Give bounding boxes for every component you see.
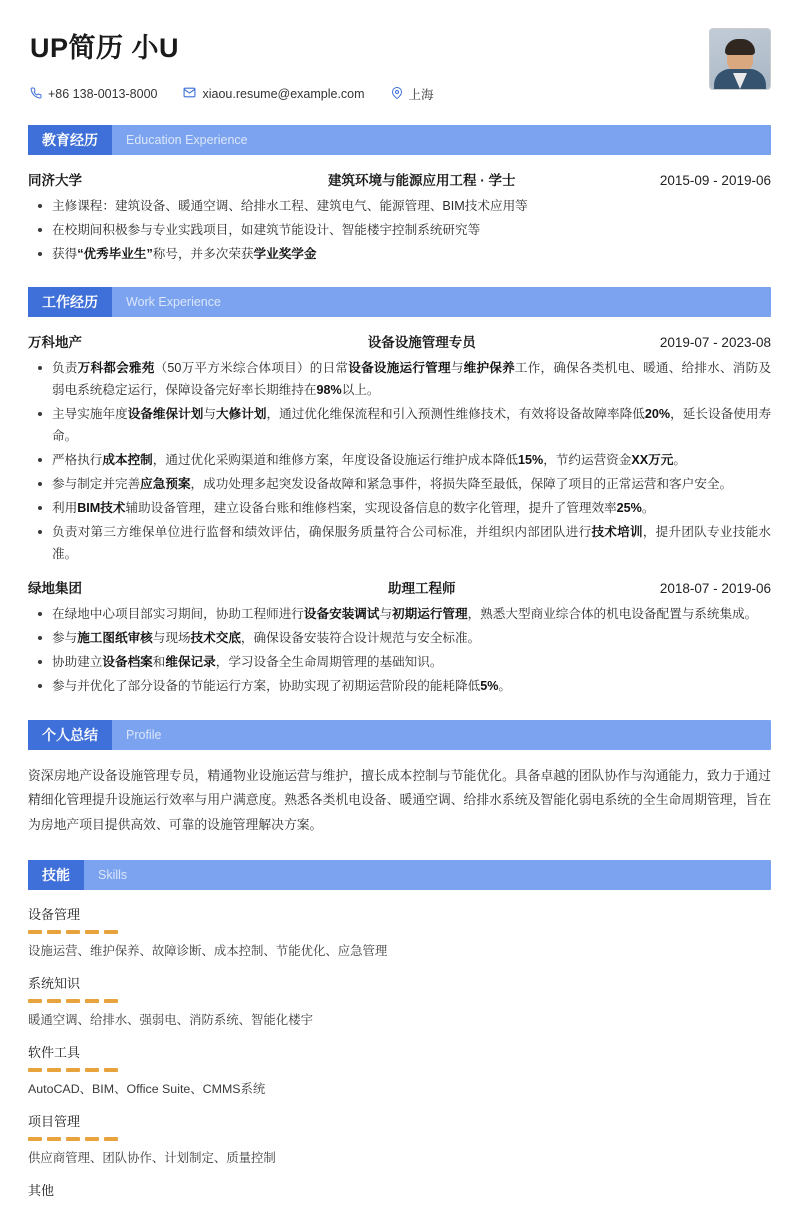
section-title-cn: 个人总结 xyxy=(28,720,112,750)
skill-title: 其他 xyxy=(28,1183,55,1199)
entry-head xyxy=(28,331,771,351)
section-title-cn: 技能 xyxy=(28,860,84,890)
skill-block xyxy=(28,973,771,1028)
entry-org: 同济大学 xyxy=(28,173,82,188)
list-item: 在校期间积极参与专业实践项目，如建筑节能设计、智能楼宇控制系统研究等 xyxy=(50,219,771,241)
skill-bar xyxy=(85,1068,99,1072)
list-item: 参与施工图纸审核与现场技术交底，确保设备安装符合设计规范与安全标准。 xyxy=(50,627,771,649)
skill-description: AutoCAD、BIM、Office Suite、CMMS系统 xyxy=(28,1082,266,1097)
entry-head xyxy=(28,169,771,189)
skill-bar xyxy=(66,1137,80,1141)
list-item: 严格执行成本控制，通过优化采购渠道和维修方案，年度设备设施运行维护成本降低15%，节约运营资金XX万元。 xyxy=(50,449,771,471)
list-item: 在绿地中心项目部实习期间，协助工程师进行设备安装调试与初期运行管理，熟悉大型商业综合体的机电设备配置与系统集成。 xyxy=(50,603,771,625)
skill-level-bars xyxy=(28,999,771,1003)
phone-icon xyxy=(30,87,42,102)
skill-bar xyxy=(47,1137,61,1141)
section-title-cn: 教育经历 xyxy=(28,125,112,155)
skill-description: 暖通空调、给排水、强弱电、消防系统、智能化楼宇 xyxy=(28,1013,313,1028)
resume-header xyxy=(28,22,771,103)
education-bullets xyxy=(28,195,771,265)
skill-title: 设备管理 xyxy=(28,907,81,923)
skill-level-bars xyxy=(28,1137,771,1141)
entry-date: 2019-07 - 2023-08 xyxy=(659,335,771,351)
skill-bar xyxy=(47,999,61,1003)
section-title-en: Profile xyxy=(126,727,162,742)
list-item: 主导实施年度设备维保计划与大修计划，通过优化维保流程和引入预测性维修技术，有效将设备故障率降低20%，延长设备使用寿命。 xyxy=(50,403,771,447)
skill-title: 软件工具 xyxy=(28,1045,81,1061)
header-left xyxy=(28,26,709,103)
skill-bar xyxy=(66,930,80,934)
skill-block xyxy=(28,1111,771,1166)
skill-bar xyxy=(104,1137,118,1141)
skill-bar xyxy=(66,1068,80,1072)
profile-text: 资深房地产设备设施管理专员，精通物业设施运营与维护，擅长成本控制与节能优化。具备卓越的团队协作与沟通能力，致力于通过精细化管理提升设施运行效率与用户满意度。熟悉各类机电设备、暖通空调、给排水系统及智能化弱电系统的全生命周期管理，旨在为房地产项目提供高效、可靠的设施管理解决方案。 xyxy=(28,767,771,833)
skill-bar xyxy=(47,1068,61,1072)
contact-phone xyxy=(30,87,157,102)
avatar xyxy=(709,28,771,90)
entry-head xyxy=(28,577,771,597)
skill-bar xyxy=(66,999,80,1003)
section-title-cn: 工作经历 xyxy=(28,287,112,317)
work-bullets xyxy=(28,357,771,565)
skill-title: 项目管理 xyxy=(28,1114,81,1130)
page-title: UP简历 小U xyxy=(30,33,180,63)
list-item: 主修课程：建筑设备、暖通空调、给排水工程、建筑电气、能源管理、BIM技术应用等 xyxy=(50,195,771,217)
skill-block-partial xyxy=(28,1180,771,1206)
entry-role: 助理工程师 xyxy=(388,581,456,597)
skill-block xyxy=(28,1042,771,1097)
work-bullets xyxy=(28,603,771,697)
skill-block xyxy=(28,904,771,959)
entry-date: 2018-07 - 2019-06 xyxy=(659,581,771,597)
section-header-profile xyxy=(28,720,771,750)
work-entry xyxy=(28,577,771,697)
section-header-skills xyxy=(28,860,771,890)
contact-row xyxy=(30,85,709,103)
entry-role: 设备设施管理专员 xyxy=(367,335,476,351)
skill-bar xyxy=(28,1137,42,1141)
skill-bar xyxy=(28,1068,42,1072)
skill-bar xyxy=(85,1137,99,1141)
skill-level-bars xyxy=(28,1068,771,1072)
list-item: 利用BIM技术辅助设备管理，建立设备台账和维修档案，实现设备信息的数字化管理，提升了管理效率25%。 xyxy=(50,497,771,519)
education-entry xyxy=(28,169,771,265)
section-title-en: Work Experience xyxy=(126,295,221,310)
skill-description: 设施运营、维护保养、故障诊断、成本控制、节能优化、应急管理 xyxy=(28,944,388,959)
entry-major: 建筑环境与能源应用工程 · 学士 xyxy=(328,173,516,188)
skill-description: 供应商管理、团队协作、计划制定、质量控制 xyxy=(28,1151,276,1166)
skill-bar xyxy=(104,1068,118,1072)
skill-bar xyxy=(28,999,42,1003)
skill-bar xyxy=(28,930,42,934)
list-item: 协助建立设备档案和维保记录，学习设备全生命周期管理的基础知识。 xyxy=(50,651,771,673)
list-item: 负责对第三方维保单位进行监督和绩效评估，确保服务质量符合公司标准，并组织内部团队进行技术培训，提升团队专业技能水准。 xyxy=(50,521,771,565)
work-entry xyxy=(28,331,771,565)
avatar-hair xyxy=(725,39,755,55)
section-title-en: Skills xyxy=(98,868,128,883)
entry-org: 万科地产 xyxy=(28,335,82,351)
pin-icon xyxy=(391,87,403,102)
list-item: 负责万科都会雅苑（50万平方米综合体项目）的日常设备设施运行管理与维护保养工作，确保各类机电、暖通、给排水、消防及弱电系统稳定运行，保障设备完好率长期维持在98%以上。 xyxy=(50,357,771,401)
skill-title: 系统知识 xyxy=(28,976,81,992)
section-title-en: Education Experience xyxy=(126,133,248,147)
section-header-education xyxy=(28,125,771,155)
list-item: 获得“优秀毕业生”称号，并多次荣获学业奖学金 xyxy=(50,243,771,265)
skill-bar xyxy=(104,930,118,934)
list-item: 参与制定并完善应急预案，成功处理多起突发设备故障和紧急事件，将损失降至最低，保障了项目的正常运营和客户安全。 xyxy=(50,473,771,495)
skill-level-bars xyxy=(28,930,771,934)
skill-bar xyxy=(85,930,99,934)
phone-text: +86 138-0013-8000 xyxy=(48,87,158,101)
entry-date: 2015-09 - 2019-06 xyxy=(659,173,771,188)
list-item: 参与并优化了部分设备的节能运行方案，协助实现了初期运营阶段的能耗降低5%。 xyxy=(50,675,771,697)
skill-bar xyxy=(85,999,99,1003)
skill-bar xyxy=(47,930,61,934)
email-text: xiaou.resume@example.com xyxy=(202,87,365,101)
skill-bar xyxy=(104,999,118,1003)
entry-org: 绿地集团 xyxy=(28,581,82,597)
location-text: 上海 xyxy=(408,88,434,102)
contact-location xyxy=(391,85,434,103)
mail-icon xyxy=(183,86,196,102)
section-header-work xyxy=(28,287,771,317)
contact-email xyxy=(183,86,364,102)
